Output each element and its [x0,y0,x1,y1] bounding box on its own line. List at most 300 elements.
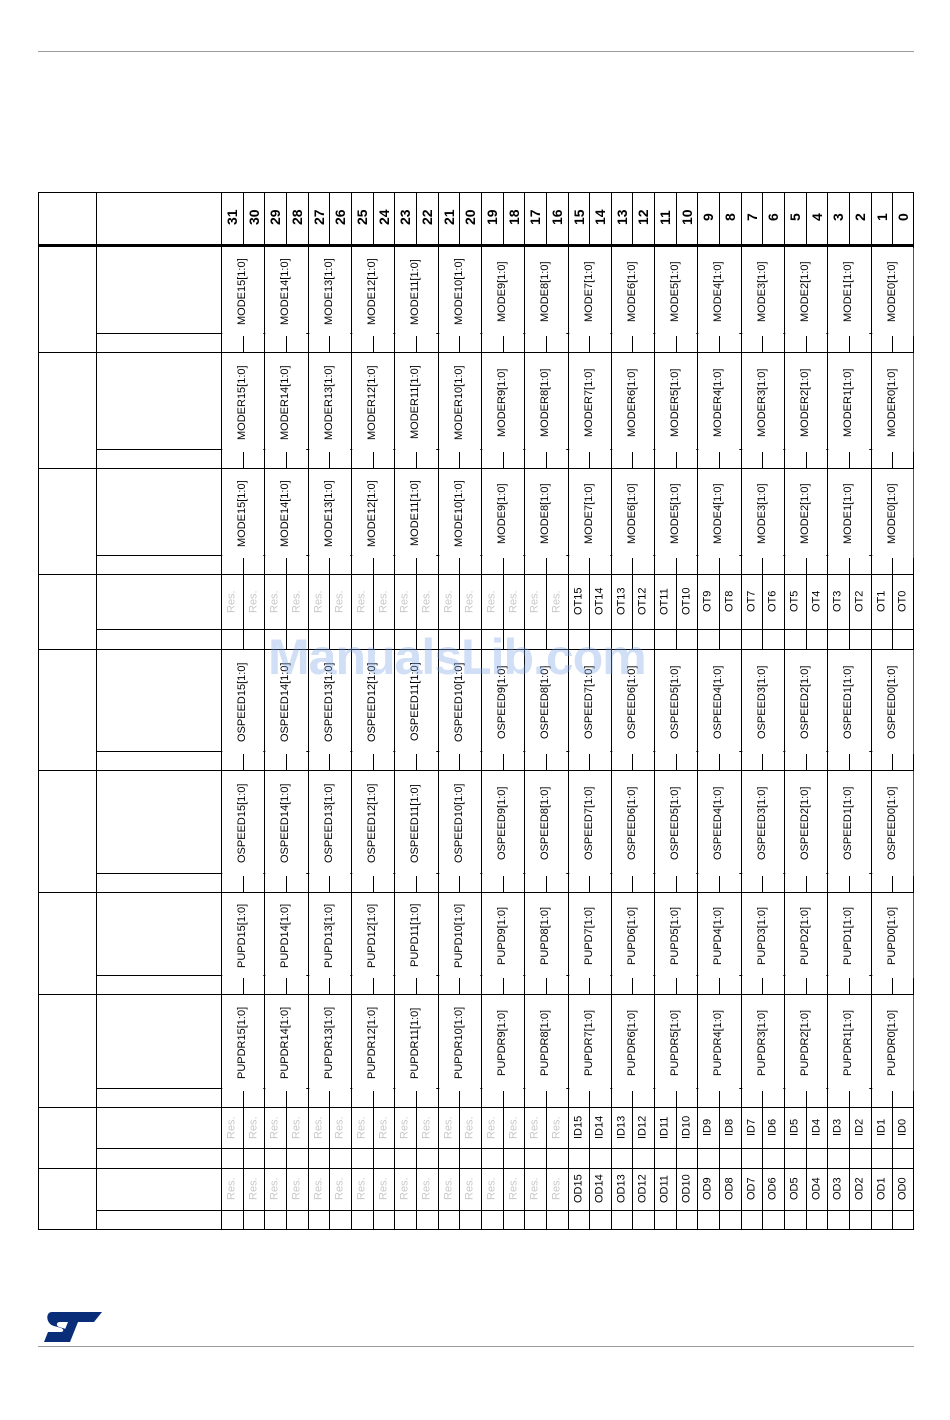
bit-divider [719,1148,720,1168]
register-bit-field: ID4 [810,1118,823,1137]
register-field: MODER11[1:0] [395,353,436,452]
bit-divider [308,1148,309,1168]
register-bit-field: ID1 [875,1118,888,1137]
register-field: PUPD13[1:0] [309,893,350,978]
bit-divider [849,192,850,245]
bit-divider [308,1210,309,1230]
bit-divider [373,1148,374,1168]
bit-divider [481,1210,482,1230]
register-bit-field: OD7 [745,1177,758,1201]
bit-number: 6 [765,213,782,222]
register-bit-field: OT15 [571,587,584,616]
reserved-bit: Res. [550,1116,563,1139]
bit-number: 17 [527,209,544,226]
bit-divider [741,1148,742,1168]
register-bit-field: ID7 [745,1118,758,1137]
register-field: MODE5[1:0] [655,469,696,558]
register-field: OSPEED0[1:0] [872,771,913,876]
bit-number: 30 [245,209,262,226]
col-divider [96,192,97,1230]
reserved-bit: Res. [311,590,324,613]
bit-divider [611,192,612,245]
bit-divider [481,192,482,245]
bit-divider [568,192,569,245]
bit-divider [286,1148,287,1168]
register-bit-field: OT6 [766,590,779,613]
bit-number: 7 [743,213,760,222]
register-field: MODE11[1:0] [395,469,436,558]
bit-divider [654,1148,655,1168]
register-field: MODE6[1:0] [612,248,653,336]
reserved-bit: Res. [376,1177,389,1201]
register-field: MODE7[1:0] [569,248,610,336]
register-field: OSPEED12[1:0] [352,771,393,876]
header-divider [38,244,914,247]
reserved-bit: Res. [268,1177,281,1201]
watermark-text: ManualsLib.com [268,629,646,685]
register-field: MODE4[1:0] [698,248,739,336]
register-field: MODE4[1:0] [698,469,739,558]
reserved-bit: Res. [506,1177,519,1201]
reserved-bit: Res. [246,590,259,613]
bit-divider [611,1148,612,1168]
reserved-bit: Res. [441,590,454,613]
bit-divider [416,629,417,649]
register-field: PUPD4[1:0] [698,893,739,978]
register-field: OSPEED6[1:0] [612,771,653,876]
bit-divider [503,629,504,649]
bit-divider [827,629,828,649]
bit-divider [762,629,763,649]
bit-number: 9 [700,213,717,222]
bit-divider [329,1148,330,1168]
bit-divider [697,1148,698,1168]
register-field: OSPEED7[1:0] [569,771,610,876]
register-field: MODER12[1:0] [352,353,393,452]
register-bit-field: OT12 [636,587,649,616]
register-bit-field: OD15 [571,1174,584,1204]
bit-divider [264,1148,265,1168]
bit-divider [286,1210,287,1230]
register-bit-field: OD3 [831,1177,844,1201]
bit-divider [243,1210,244,1230]
bit-divider [459,1210,460,1230]
bit-divider [762,1148,763,1168]
reserved-bit: Res. [290,1116,303,1139]
reserved-bit: Res. [355,590,368,613]
register-field: MODER14[1:0] [265,353,306,452]
register-field: PUPDR10[1:0] [439,995,480,1091]
bit-divider [351,629,352,649]
bit-divider [741,1210,742,1230]
reserved-bit: Res. [333,1116,346,1139]
register-field: OSPEED14[1:0] [265,650,306,754]
register-field: MODE13[1:0] [309,248,350,336]
register-bit-field: ID13 [615,1115,628,1140]
bit-number: 31 [223,209,240,226]
bit-divider [589,1148,590,1168]
register-field: PUPD3[1:0] [742,893,783,978]
bit-divider [459,1148,460,1168]
register-bit-field: OT10 [680,587,693,616]
bit-divider [784,192,785,245]
bit-number: 0 [895,213,912,222]
bit-divider [416,192,417,245]
register-field: OSPEED0[1:0] [872,650,913,754]
reserved-bit: Res. [441,1116,454,1139]
reserved-bit: Res. [225,1177,238,1201]
register-field: MODE6[1:0] [612,469,653,558]
register-field: OSPEED8[1:0] [525,771,566,876]
register-field: OSPEED12[1:0] [352,650,393,754]
register-bit-field: OT9 [701,590,714,613]
row-subdivider [96,1148,914,1149]
register-field: OSPEED14[1:0] [265,771,306,876]
register-field: PUPDR15[1:0] [222,995,263,1091]
register-bit-field: OT11 [658,588,671,615]
reserved-bit: Res. [550,1177,563,1201]
register-field: MODE14[1:0] [265,248,306,336]
bit-divider [654,192,655,245]
bit-divider [827,1148,828,1168]
bit-divider [351,1148,352,1168]
register-field: OSPEED5[1:0] [655,771,696,876]
register-field: OSPEED5[1:0] [655,650,696,754]
reserved-bit: Res. [376,590,389,613]
reserved-bit: Res. [268,590,281,613]
register-field: OSPEED6[1:0] [612,650,653,754]
bit-number: 22 [418,209,435,226]
register-field: MODE5[1:0] [655,248,696,336]
register-bit-field: ID6 [766,1118,779,1137]
reserved-bit: Res. [398,1116,411,1139]
reserved-bit: Res. [441,1177,454,1201]
register-field: OSPEED1[1:0] [828,771,869,876]
reserved-bit: Res. [485,1116,498,1139]
register-bit-field: ID3 [831,1118,844,1137]
register-field: OSPEED9[1:0] [482,650,523,754]
bit-divider [438,1148,439,1168]
register-field: OSPEED10[1:0] [439,771,480,876]
bit-divider [568,1148,569,1168]
bit-divider [394,1148,395,1168]
register-bit-field: OT5 [788,590,801,613]
bit-divider [243,1148,244,1168]
bit-divider [503,1210,504,1230]
bit-divider [546,1210,547,1230]
register-field: OSPEED15[1:0] [222,771,263,876]
bit-number: 28 [288,209,305,226]
register-field: PUPDR5[1:0] [655,995,696,1091]
register-field: OSPEED9[1:0] [482,771,523,876]
register-field: MODE0[1:0] [872,248,913,336]
register-bit-field: OD9 [701,1177,714,1201]
register-bit-field: OD6 [766,1177,779,1201]
register-field: PUPD7[1:0] [569,893,610,978]
register-bit-field: ID0 [896,1118,909,1137]
reserved-bit: Res. [398,1177,411,1201]
reserved-bit: Res. [290,590,303,613]
bit-divider [524,192,525,245]
register-field: MODER2[1:0] [785,353,826,452]
register-bit-field: OD12 [636,1174,649,1204]
register-field: MODE1[1:0] [828,248,869,336]
reserved-bit: Res. [333,1177,346,1201]
register-field: MODER6[1:0] [612,353,653,452]
bit-number: 3 [830,213,847,222]
register-field: PUPDR2[1:0] [785,995,826,1091]
bit-number: 12 [635,209,652,226]
register-field: OSPEED11[1:0] [395,650,436,754]
register-field: MODE2[1:0] [785,469,826,558]
bit-divider [676,1210,677,1230]
bit-divider [871,1148,872,1168]
register-field: MODER1[1:0] [828,353,869,452]
row-subdivider [96,1210,914,1211]
register-field: PUPDR6[1:0] [612,995,653,1091]
bit-divider [697,1210,698,1230]
bit-divider [264,1210,265,1230]
register-field: PUPD5[1:0] [655,893,696,978]
bit-divider [351,1210,352,1230]
register-field: PUPD2[1:0] [785,893,826,978]
register-field: PUPDR11[1:0] [395,995,436,1091]
register-bit-field: OD4 [810,1177,823,1201]
register-field: PUPDR12[1:0] [352,995,393,1091]
bit-number: 26 [332,209,349,226]
bit-divider [416,1210,417,1230]
register-field: PUPD8[1:0] [525,893,566,978]
reserved-bit: Res. [311,1116,324,1139]
bit-divider [546,192,547,245]
register-field: PUPDR13[1:0] [309,995,350,1091]
register-field: OSPEED13[1:0] [309,771,350,876]
bit-divider [892,1210,893,1230]
register-field: MODE8[1:0] [525,248,566,336]
bit-divider [871,629,872,649]
bit-divider [827,192,828,245]
bit-divider [784,1210,785,1230]
bit-divider [459,629,460,649]
register-field: MODE9[1:0] [482,248,523,336]
register-bit-field: OD0 [896,1177,909,1201]
register-field: MODE13[1:0] [309,469,350,558]
register-field: MODER15[1:0] [222,353,263,452]
bit-divider [568,1210,569,1230]
st-logo [44,1312,102,1342]
bit-divider [286,629,287,649]
register-field: PUPDR8[1:0] [525,995,566,1091]
reserved-bit: Res. [528,1177,541,1201]
bit-divider [762,1210,763,1230]
bit-number: 10 [678,209,695,226]
register-field: PUPDR1[1:0] [828,995,869,1091]
register-bit-field: OD2 [853,1177,866,1201]
footer-rule [38,1346,914,1347]
register-field: OSPEED11[1:0] [395,771,436,876]
register-field: PUPD12[1:0] [352,893,393,978]
bit-divider [697,629,698,649]
bit-divider [394,1210,395,1230]
bit-divider [438,1210,439,1230]
reserved-bit: Res. [246,1177,259,1201]
bit-divider [546,629,547,649]
bit-divider [806,629,807,649]
register-field: MODE2[1:0] [785,248,826,336]
bit-divider [719,629,720,649]
register-field: MODER0[1:0] [872,353,913,452]
register-field: PUPD10[1:0] [439,893,480,978]
bit-divider [351,192,352,245]
bit-divider [329,629,330,649]
bit-divider [503,192,504,245]
register-field: OSPEED3[1:0] [742,771,783,876]
reserved-bit: Res. [225,1116,238,1139]
bit-number: 16 [548,209,565,226]
bit-divider [243,192,244,245]
bit-divider [373,629,374,649]
bit-number: 11 [656,210,673,225]
reserved-bit: Res. [485,590,498,613]
register-field: MODER8[1:0] [525,353,566,452]
bit-divider [676,192,677,245]
register-bit-field: OT1 [875,590,888,613]
reserved-bit: Res. [376,1116,389,1139]
bit-number: 29 [267,209,284,226]
register-bit-field: ID12 [636,1115,649,1140]
bit-divider [503,1148,504,1168]
bit-divider [589,1210,590,1230]
bit-number: 23 [397,209,414,226]
bit-divider [524,629,525,649]
bit-divider [373,192,374,245]
reserved-bit: Res. [506,1116,519,1139]
reserved-bit: Res. [550,590,563,613]
reserved-bit: Res. [225,590,238,613]
reserved-bit: Res. [485,1177,498,1201]
bit-number: 5 [786,213,803,222]
reserved-bit: Res. [333,590,346,613]
reserved-bit: Res. [355,1177,368,1201]
bit-divider [459,192,460,245]
bit-number: 19 [483,209,500,226]
bit-divider [329,192,330,245]
register-field: PUPD14[1:0] [265,893,306,978]
register-field: PUPDR0[1:0] [872,995,913,1091]
bit-divider [741,192,742,245]
bit-divider [697,192,698,245]
bit-divider [676,1148,677,1168]
bit-divider [611,629,612,649]
register-field: PUPD0[1:0] [872,893,913,978]
register-field: MODE10[1:0] [439,469,480,558]
bit-divider [438,192,439,245]
bit-divider [892,192,893,245]
reserved-bit: Res. [463,1116,476,1139]
register-field: MODE1[1:0] [828,469,869,558]
bit-divider [741,629,742,649]
register-bit-field: ID2 [853,1118,866,1137]
register-field: PUPDR3[1:0] [742,995,783,1091]
register-bit-field: ID11 [658,1116,671,1139]
reserved-bit: Res. [463,1177,476,1201]
register-bit-field: OD1 [875,1177,888,1201]
register-field: OSPEED13[1:0] [309,650,350,754]
reserved-bit: Res. [528,590,541,613]
bit-divider [243,629,244,649]
reserved-bit: Res. [268,1116,281,1139]
reserved-bit: Res. [398,590,411,613]
bit-divider [784,1148,785,1168]
register-field: PUPDR7[1:0] [569,995,610,1091]
register-field: MODE9[1:0] [482,469,523,558]
gpio-register-map-table [38,192,914,1230]
register-field: OSPEED10[1:0] [439,650,480,754]
bit-number: 4 [808,213,825,222]
bit-divider [827,1210,828,1230]
reserved-bit: Res. [528,1116,541,1139]
bit-number: 13 [613,209,630,226]
register-bit-field: OD8 [723,1177,736,1201]
bit-number: 8 [721,213,738,222]
bit-divider [416,1148,417,1168]
bit-divider [654,629,655,649]
bit-divider [632,629,633,649]
bit-divider [762,192,763,245]
reserved-bit: Res. [420,1116,433,1139]
register-field: MODE0[1:0] [872,469,913,558]
register-bit-field: OD14 [593,1174,606,1204]
bit-divider [264,192,265,245]
register-field: MODE7[1:0] [569,469,610,558]
register-field: PUPDR4[1:0] [698,995,739,1091]
register-field: MODE15[1:0] [222,248,263,336]
register-field: MODER5[1:0] [655,353,696,452]
bit-divider [892,629,893,649]
bit-number: 2 [851,213,868,222]
reserved-bit: Res. [420,590,433,613]
bit-divider [308,192,309,245]
register-field: OSPEED2[1:0] [785,771,826,876]
bit-divider [849,1210,850,1230]
bit-divider [568,629,569,649]
register-bit-field: OT14 [593,587,606,616]
header-rule [38,51,914,52]
register-bit-field: OT7 [745,590,758,613]
reserved-bit: Res. [311,1177,324,1201]
bit-number: 21 [440,209,457,226]
reserved-bit: Res. [506,590,519,613]
register-field: MODE3[1:0] [742,469,783,558]
reserved-bit: Res. [290,1177,303,1201]
bit-divider [632,1148,633,1168]
register-bit-field: OT0 [896,590,909,613]
register-field: PUPD9[1:0] [482,893,523,978]
bit-divider [849,629,850,649]
register-field: MODER7[1:0] [569,353,610,452]
bit-number: 18 [505,209,522,226]
register-field: OSPEED8[1:0] [525,650,566,754]
register-bit-field: OT13 [615,587,628,616]
reserved-bit: Res. [355,1116,368,1139]
bit-divider [849,1148,850,1168]
register-field: MODE10[1:0] [439,248,480,336]
bit-divider [524,1148,525,1168]
register-bit-field: ID8 [723,1118,736,1137]
register-bit-field: ID14 [593,1115,606,1140]
bit-divider [806,1210,807,1230]
register-field: MODER9[1:0] [482,353,523,452]
